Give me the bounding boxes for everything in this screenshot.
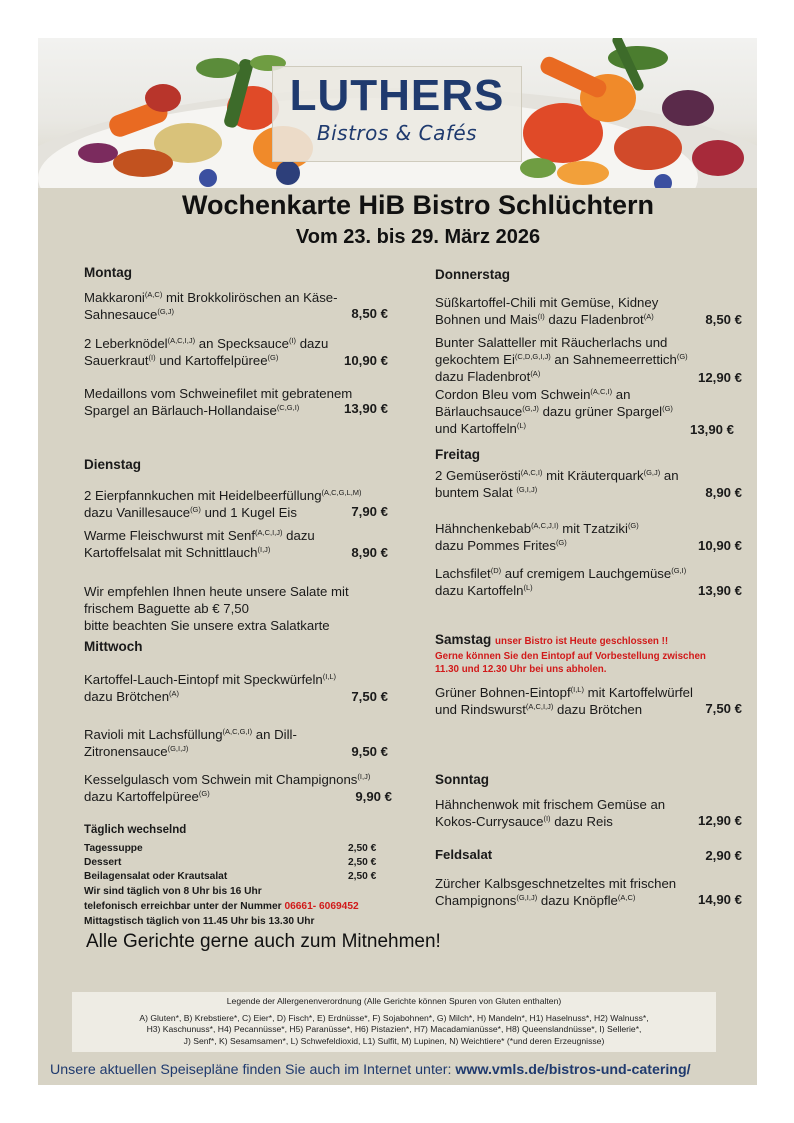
date-range: Vom 23. bis 29. März 2026 — [295, 226, 541, 248]
dish-montag-3: Medaillons vom Schweinefilet mit gebratenem Spargel an Bärlauch-Hollandaise$^{(C,G,I)}$ — [84, 386, 353, 418]
price-donnerstag-1: 8,50 € — [705, 312, 742, 327]
price-freitag-3: 13,90 € — [698, 583, 742, 598]
dish-donnerstag-1: Süßkartoffel-Chili mit Gemüse, Kidney Bohnen und Mais$^{(I)}$ dazu Fladenbrot$^{(A)}$ — [435, 295, 659, 327]
day-heading-samstag: Samstag unser Bistro ist Heute geschlossen !! — [435, 632, 669, 647]
day-heading-mittwoch: Mittwoch — [84, 639, 143, 654]
menu-title: Wochenkarte HiB Bistro Schlüchtern — [181, 190, 655, 220]
price-freitag-1: 8,90 € — [705, 485, 742, 500]
legend-line: J) Senf*, K) Sesamsamen*, L) Schwefeldioxid, L1) Sulfit, M) Lupinen, N) Weichtiere* (*und deren Erzeugnisse) — [183, 1035, 605, 1046]
dish-mittwoch-1: Kartoffel-Lauch-Eintopf mit Speckwürfeln$^{(I,L)}$ dazu Brötchen$^{(A)}$ — [84, 672, 337, 704]
price-mittwoch-3: 9,90 € — [355, 789, 392, 804]
dish-freitag-1: 2 Gemüserösti$^{(A,C,I)}$ mit Kräuterquark$^{(G,J)}$ an buntem Salat $^{(G,I,J)}$ — [435, 468, 679, 500]
menu-sheet — [38, 38, 757, 1085]
daily-item-name: Dessert — [84, 857, 122, 868]
lunch-hours: Mittagstisch täglich von 11.45 Uhr bis 13.30 Uhr — [84, 916, 315, 927]
price-montag-1: 8,50 € — [351, 306, 388, 321]
day-heading-montag: Montag — [84, 265, 132, 280]
dish-mittwoch-3: Kesselgulasch vom Schwein mit Champignons$^{(I,J)}$ dazu Kartoffelpüree$^{(G)}$ — [84, 772, 371, 804]
price-mittwoch-1: 7,50 € — [351, 689, 388, 704]
day-heading-donnerstag: Donnerstag — [435, 267, 511, 282]
dish-freitag-2: Hähnchenkebab$^{(A,C,J,I)}$ mit Tzatziki$^{(G)}$ dazu Pommes Frites$^{(G)}$ — [435, 521, 639, 553]
price-sonntag-1: 12,90 € — [698, 813, 742, 828]
price-dienstag-1: 7,90 € — [351, 504, 388, 519]
daily-item-price: 2,50 € — [348, 843, 377, 854]
price-feldsalat: 2,90 € — [705, 848, 742, 863]
price-samstag-1: 7,50 € — [705, 701, 742, 716]
price-donnerstag-2: 12,90 € — [698, 370, 742, 385]
price-sonntag-2: 14,90 € — [698, 892, 742, 907]
price-montag-3: 13,90 € — [344, 401, 388, 416]
daily-item-name: Beilagensalat oder Krautsalat — [84, 871, 228, 882]
price-mittwoch-2: 9,50 € — [351, 744, 388, 759]
footer-website-note: Unsere aktuellen Speisepläne finden Sie auch im Internet unter: www.vmls.de/bistros-und-catering/ — [50, 1062, 691, 1078]
dish-freitag-3: Lachsfilet$^{(D)}$ auf cremigem Lauchgemüse$^{(G,I)}$ dazu Kartoffeln$^{(L)}$ — [435, 566, 687, 598]
dish-donnerstag-2: Bunter Salatteller mit Räucherlachs und gekochtem $Ei^{(C,D,G,I,J)}$ an Sahnemeerrettich$^{(G)}$ dazu Fladenbrot$^{(A)}$ — [435, 335, 688, 384]
dish-montag-1: Makkaroni$^{(A,C)}$ mit Brokkoliröschen an Käse- Sahnesauce$^{(G,J)}$ — [84, 290, 338, 322]
dish-dienstag-2: Warme Fleischwurst mit Senf$^{(A,C,I,J)}$ dazu Kartoffelsalat mit Schnittlauch$^{(I,J)}$ — [84, 528, 315, 560]
dish-sonntag-1: Hähnchenwok mit frischem Gemüse an Kokos-Currysauce$^{(I)}$ dazu Reis — [435, 797, 666, 829]
day-heading-freitag: Freitag — [435, 447, 481, 462]
legend-line: H3) Kaschunuss*, H4) Pecannüsse*, H5) Paranüsse*, H6) Pistazien*, H7) Macadamianüsse*, H8) Queenslandnüsse*, I) Sellerie*, — [146, 1024, 642, 1034]
daily-item-price: 2,50 € — [348, 857, 377, 868]
day-heading-dienstag: Dienstag — [84, 457, 142, 472]
logo-name: LUTHERS — [289, 71, 505, 120]
day-heading-sonntag: Sonntag — [435, 772, 489, 787]
dish-mittwoch-2: Ravioli mit Lachsfüllung$^{(A,C,G,I)}$ an Dill- Zitronensauce$^{(G,I,J)}$ — [84, 727, 297, 759]
logo-subtitle: Bistros & Cafés — [316, 121, 478, 145]
price-freitag-2: 10,90 € — [698, 538, 742, 553]
legend-heading: Legende der Allergenenverordnung (Alle Gerichte können Spuren von Gluten enthalten) — [226, 996, 562, 1006]
closed-notice: unser Bistro ist Heute geschlossen !! — [495, 636, 669, 647]
opening-hours: Wir sind täglich von 8 Uhr bis 16 Uhr — [84, 886, 262, 897]
header-banner-image — [38, 38, 757, 188]
feldsalat-label: Feldsalat — [435, 847, 493, 862]
dish-montag-2: 2 Leberknödel$^{(A,C,I,J)}$ an Specksauce$^{(I)}$ dazu Sauerkraut$^{(I)}$ und Kartoffelpüree$^{(G)}$ — [84, 336, 329, 368]
salad-recommendation: Wir empfehlen Ihnen heute unsere Salate mit frischem Baguette ab € 7,50 bitte beachten Sie unsere extra Salatkarte — [84, 584, 349, 633]
price-dienstag-2: 8,90 € — [351, 545, 388, 560]
phone-line: telefonisch erreichbar unter der Nummer 06661- 6069452 — [84, 901, 359, 912]
dish-sonntag-2: Zürcher Kalbsgeschnetzeltes mit frischen Champignons$^{(G,I,J)}$ dazu Knöpfle$^{(A,C)}$ — [435, 876, 677, 908]
takeaway-note: Alle Gerichte gerne auch zum Mitnehmen! — [86, 931, 441, 952]
preorder-note: Gerne können Sie den Eintopf auf Vorbestellung zwischen 11.30 und 12.30 Uhr bei uns abholen. — [435, 651, 706, 675]
legend-line: A) Gluten*, B) Krebstiere*, C) Eier*, D) Fisch*, E) Erdnüsse*, F) Sojabohnen*, G) Milch*, H) Mandeln*, H1) Haselnuss*, H2) Walnuss*, — [139, 1012, 649, 1023]
dish-dienstag-1: 2 Eierpfannkuchen mit Heidelbeerfüllung$^{(A,C,G,L,M)}$ dazu Vanillesauce$^{(G)}$ und 1 Kugel Eis — [84, 488, 362, 520]
dish-samstag-1: Grüner Bohnen-Eintopf$^{(I,L)}$ mit Kartoffelwürfel und Rindswurst$^{(A,C,I,J)}$ dazu Brötchen — [435, 685, 693, 717]
website-link[interactable]: www.vmls.de/bistros-und-catering/ — [455, 1062, 691, 1078]
daily-item-price: 2,50 € — [348, 871, 377, 882]
price-donnerstag-3: 13,90 € — [690, 422, 734, 437]
dish-donnerstag-3: Cordon Bleu vom Schwein$^{(A,C,I)}$ an Bärlauchsauce$^{(G,J)}$ dazu grüner Spargel$^{(G)}$ und Kartoffeln$^{(L)}$ — [435, 387, 673, 436]
daily-heading: Täglich wechselnd — [84, 824, 187, 836]
luthers-logo — [272, 66, 522, 162]
phone-number[interactable]: 06661- 6069452 — [284, 901, 359, 912]
daily-item-name: Tagessuppe — [84, 843, 143, 854]
allergen-legend — [72, 992, 716, 1052]
price-montag-2: 10,90 € — [344, 353, 388, 368]
